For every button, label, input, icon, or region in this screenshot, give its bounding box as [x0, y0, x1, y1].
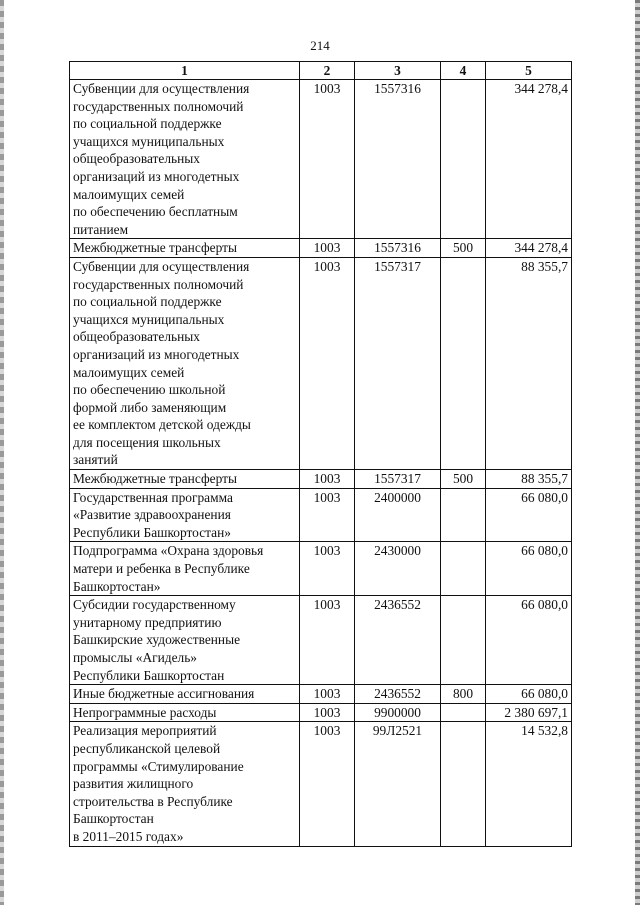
cell-name: Субсидии государственному унитарному предприятию Башкирские художественные промыслы «Агидель» Республики Башкортостан: [70, 596, 300, 685]
cell-section: 1003: [300, 542, 355, 596]
cell-section: 1003: [300, 703, 355, 722]
header-col-2: 2: [300, 62, 355, 80]
table-row: [70, 722, 572, 846]
cell-section: 1003: [300, 470, 355, 489]
cell-name: Подпрограмма «Охрана здоровья матери и ребенка в Республике Башкортостан»: [70, 542, 300, 596]
cell-section: 1003: [300, 80, 355, 239]
cell-section: 1003: [300, 685, 355, 704]
cell-name: Субвенции для осуществления государственных полномочий по социальной поддержке учащихся муниципальных общеобразовательных организаций из многодетных малоимущих семей по обеспечению школьной формой либо заменяющим ее комплектом детской одежды для посещения школьных занятий: [70, 257, 300, 469]
cell-section: 1003: [300, 239, 355, 258]
table-row: [70, 685, 572, 704]
cell-amount: 88 355,7: [486, 470, 572, 489]
cell-amount: 14 532,8: [486, 722, 572, 846]
cell-amount: 66 080,0: [486, 488, 572, 542]
cell-target-code: 2400000: [355, 488, 441, 542]
cell-amount: 66 080,0: [486, 685, 572, 704]
cell-target-code: 1557316: [355, 239, 441, 258]
cell-name: Непрограммные расходы: [70, 703, 300, 722]
cell-target-code: 2436552: [355, 685, 441, 704]
cell-target-code: 1557317: [355, 470, 441, 489]
cell-target-code: 1557316: [355, 80, 441, 239]
cell-name: Иные бюджетные ассигнования: [70, 685, 300, 704]
cell-target-code: 2436552: [355, 596, 441, 685]
cell-section: 1003: [300, 722, 355, 846]
scan-edge-right: [635, 0, 640, 905]
cell-target-code: 2430000: [355, 542, 441, 596]
cell-expense-type: 800: [441, 685, 486, 704]
cell-target-code: 99Л2521: [355, 722, 441, 846]
cell-expense-type: [441, 257, 486, 469]
cell-name: Государственная программа «Развитие здравоохранения Республики Башкортостан»: [70, 488, 300, 542]
table-row: [70, 239, 572, 258]
cell-expense-type: [441, 703, 486, 722]
cell-expense-type: 500: [441, 239, 486, 258]
cell-section: 1003: [300, 488, 355, 542]
page-number: 214: [310, 38, 330, 53]
cell-expense-type: [441, 542, 486, 596]
budget-table: [69, 61, 572, 847]
header-col-4: 4: [441, 62, 486, 80]
table-row: [70, 488, 572, 542]
cell-name: Межбюджетные трансферты: [70, 239, 300, 258]
cell-name: Межбюджетные трансферты: [70, 470, 300, 489]
cell-amount: 66 080,0: [486, 542, 572, 596]
scan-edge-left: [0, 0, 4, 905]
cell-target-code: 9900000: [355, 703, 441, 722]
cell-amount: 66 080,0: [486, 596, 572, 685]
table-row: [70, 257, 572, 469]
table-row: [70, 596, 572, 685]
cell-amount: 344 278,4: [486, 80, 572, 239]
table-row: [70, 703, 572, 722]
table-row: [70, 542, 572, 596]
cell-section: 1003: [300, 596, 355, 685]
cell-name: Субвенции для осуществления государственных полномочий по социальной поддержке учащихся муниципальных общеобразовательных организаций из многодетных малоимущих семей по обеспечению бесплатным питанием: [70, 80, 300, 239]
cell-target-code: 1557317: [355, 257, 441, 469]
header-col-3: 3: [355, 62, 441, 80]
cell-amount: 88 355,7: [486, 257, 572, 469]
header-col-5: 5: [486, 62, 572, 80]
cell-amount: 2 380 697,1: [486, 703, 572, 722]
cell-expense-type: 500: [441, 470, 486, 489]
cell-expense-type: [441, 596, 486, 685]
cell-name: Реализация мероприятий республиканской целевой программы «Стимулирование развития жилищного строительства в Республике Башкортостан в 2011–2015 годах»: [70, 722, 300, 846]
cell-expense-type: [441, 80, 486, 239]
header-col-1: 1: [70, 62, 300, 80]
cell-section: 1003: [300, 257, 355, 469]
cell-amount: 344 278,4: [486, 239, 572, 258]
cell-expense-type: [441, 722, 486, 846]
table-body: [70, 80, 572, 847]
table-row: [70, 470, 572, 489]
table-row: [70, 80, 572, 239]
table-header-row: [70, 62, 572, 80]
cell-expense-type: [441, 488, 486, 542]
